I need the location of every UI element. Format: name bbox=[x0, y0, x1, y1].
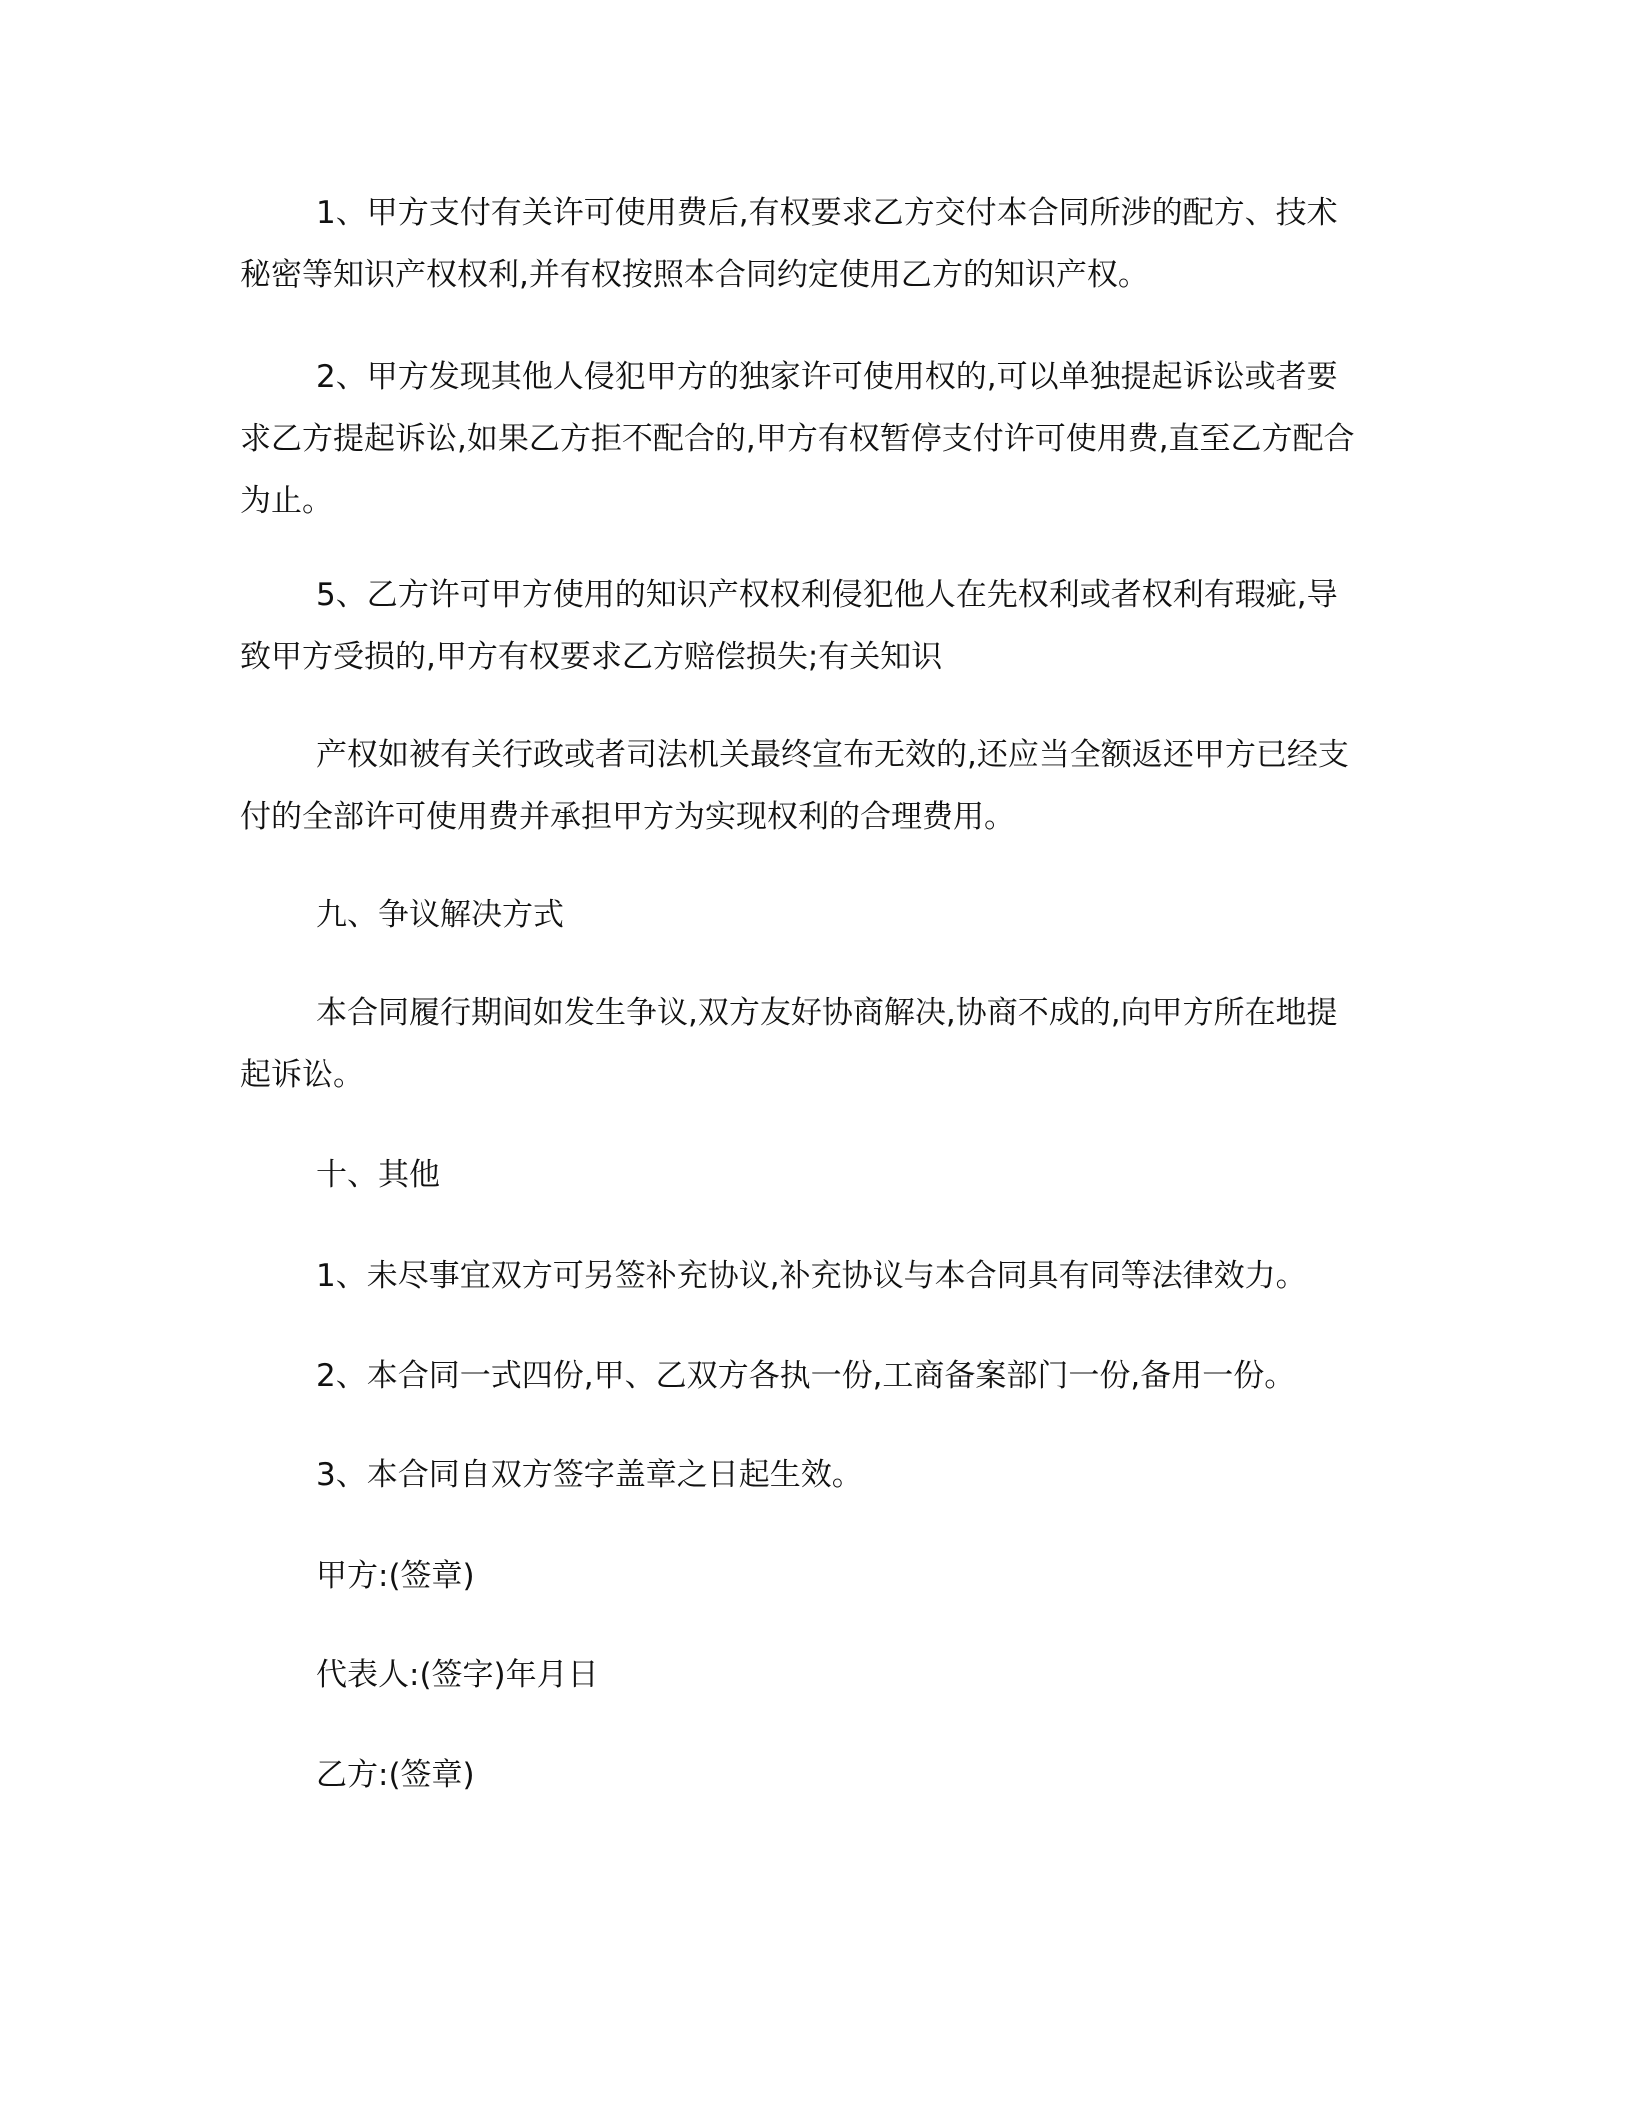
text-line: 本合同履行期间如发生争议,双方友好协商解决,协商不成的,向甲方所在地提 bbox=[316, 995, 1338, 1031]
text-line: 求乙方提起诉讼,如果乙方拒不配合的,甲方有权暂停支付许可使用费,直至乙方配合 bbox=[240, 421, 1355, 457]
clause-other-3 bbox=[240, 1444, 1380, 1506]
clause-dispute-resolution bbox=[240, 982, 1380, 1106]
clause-other-1 bbox=[240, 1245, 1380, 1307]
text-line: 付的全部许可使用费并承担甲方为实现权利的合理费用。 bbox=[240, 799, 1015, 835]
text-line: 乙方:(签章) bbox=[316, 1757, 475, 1793]
section-title: 十、其他 bbox=[316, 1157, 440, 1193]
text-line: 3、本合同自双方签字盖章之日起生效。 bbox=[316, 1457, 863, 1493]
text-line: 产权如被有关行政或者司法机关最终宣布无效的,还应当全额返还甲方已经支 bbox=[316, 737, 1349, 773]
text-line: 为止。 bbox=[240, 483, 333, 519]
text-line: 秘密等知识产权权利,并有权按照本合同约定使用乙方的知识产权。 bbox=[240, 257, 1149, 293]
text-line: 2、本合同一式四份,甲、乙双方各执一份,工商备案部门一份,备用一份。 bbox=[316, 1358, 1296, 1394]
section-heading-other bbox=[240, 1144, 1380, 1206]
clause-party-a-rights-1 bbox=[240, 182, 1380, 306]
text-line: 致甲方受损的,甲方有权要求乙方赔偿损失;有关知识 bbox=[240, 639, 943, 675]
clause-party-a-rights-5 bbox=[240, 564, 1380, 688]
text-line: 1、甲方支付有关许可使用费后,有权要求乙方交付本合同所涉的配方、技术 bbox=[316, 195, 1338, 231]
clause-other-2 bbox=[240, 1345, 1380, 1407]
signature-party-b bbox=[240, 1744, 1380, 1806]
text-line: 2、甲方发现其他人侵犯甲方的独家许可使用权的,可以单独提起诉讼或者要 bbox=[316, 359, 1338, 395]
clause-party-a-rights-2 bbox=[240, 346, 1380, 532]
clause-invalidation bbox=[240, 724, 1380, 848]
section-heading-dispute bbox=[240, 884, 1380, 946]
section-title: 九、争议解决方式 bbox=[316, 897, 564, 933]
signature-representative bbox=[240, 1644, 1380, 1706]
text-line: 5、乙方许可甲方使用的知识产权权利侵犯他人在先权利或者权利有瑕疵,导 bbox=[316, 577, 1338, 613]
text-line: 起诉讼。 bbox=[240, 1057, 364, 1093]
text-line: 1、未尽事宜双方可另签补充协议,补充协议与本合同具有同等法律效力。 bbox=[316, 1258, 1307, 1294]
text-line: 甲方:(签章) bbox=[316, 1558, 475, 1594]
text-line: 代表人:(签字)年月日 bbox=[316, 1657, 599, 1693]
signature-party-a bbox=[240, 1545, 1380, 1607]
